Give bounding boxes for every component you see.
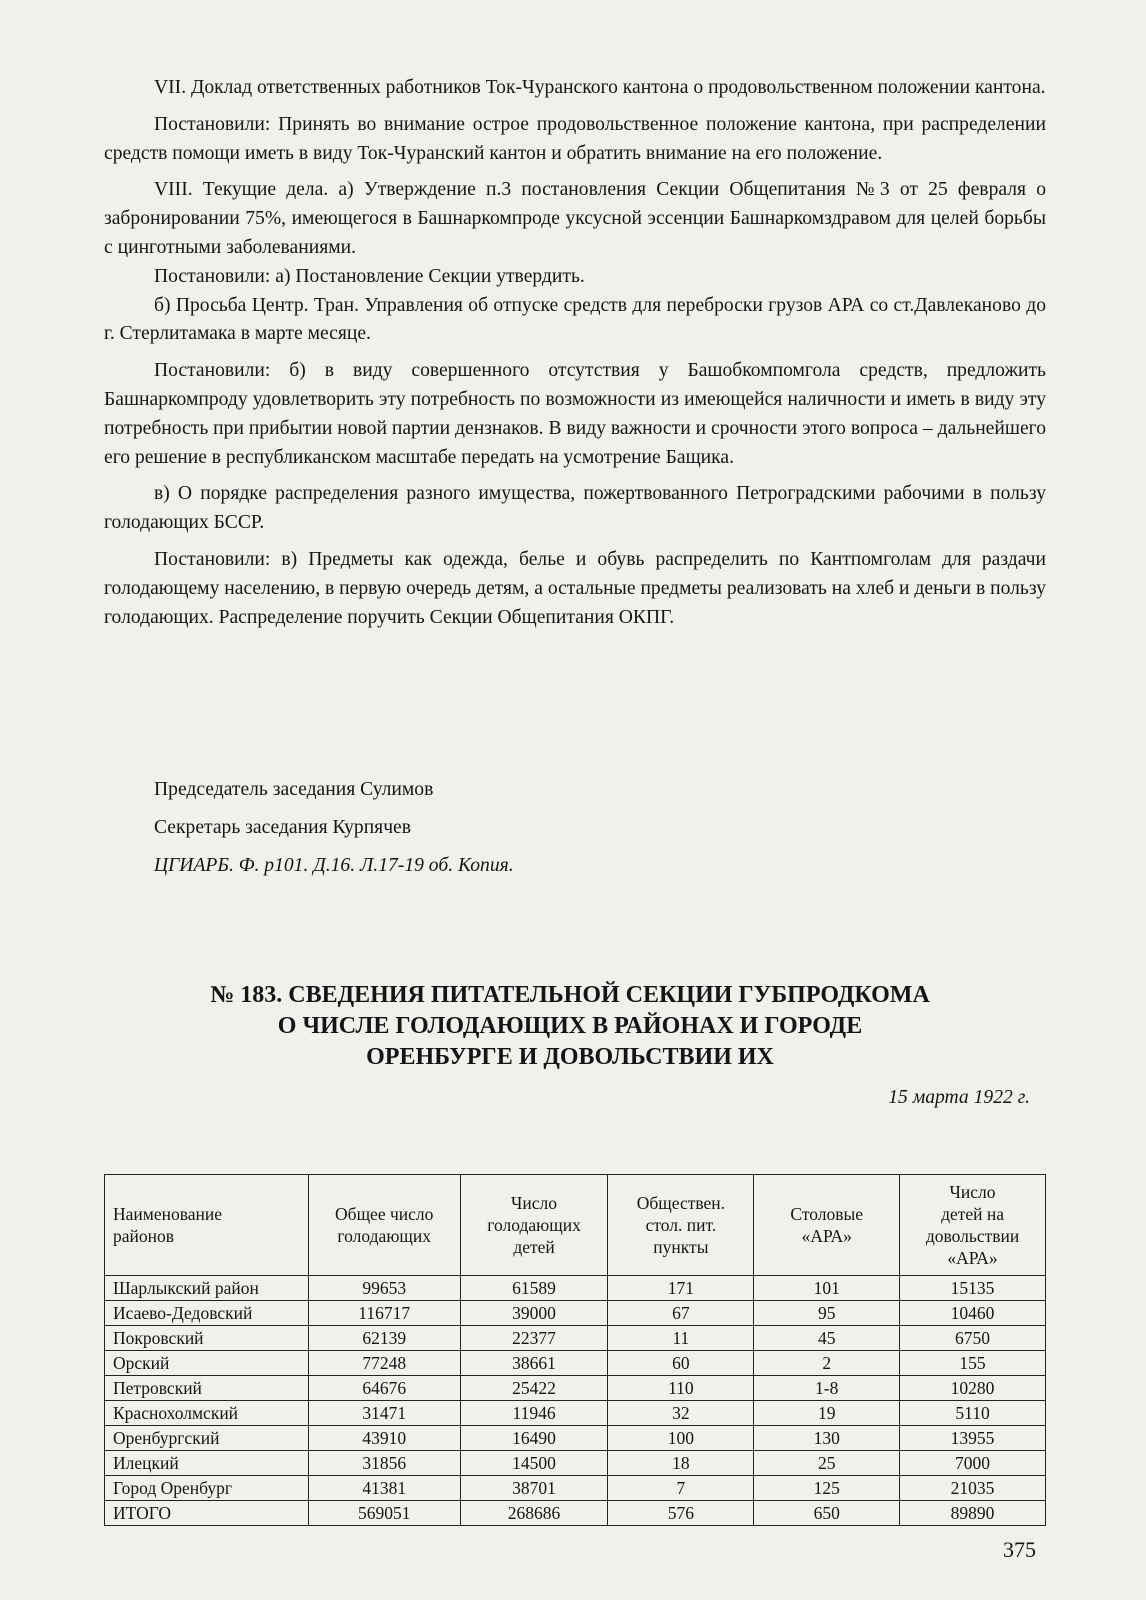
value-cell: 1-8 [754,1376,900,1401]
value-cell: 116717 [308,1301,460,1326]
column-header [608,1175,754,1276]
value-cell: 99653 [308,1276,460,1301]
secretary-line: Секретарь заседания Курпячев [154,817,411,838]
district-name-cell: Краснохолмский [105,1401,309,1426]
value-cell: 569051 [308,1501,460,1526]
column-header [308,1175,460,1276]
value-cell: 19 [754,1401,900,1426]
column-header [900,1175,1046,1276]
district-name-cell: Город Оренбург [105,1476,309,1501]
value-cell: 43910 [308,1426,460,1451]
column-header [460,1175,608,1276]
value-cell: 11 [608,1326,754,1351]
item-8a-resolution: Постановили: а) Постановление Секции утвердить. [154,265,585,287]
value-cell: 41381 [308,1476,460,1501]
value-cell: 38661 [460,1351,608,1376]
page-number: 375 [1003,1537,1036,1562]
value-cell: 77248 [308,1351,460,1376]
value-cell: 38701 [460,1476,608,1501]
table-row [105,1451,1046,1476]
column-header-line: «АРА» [801,1226,852,1246]
value-cell: 60 [608,1351,754,1376]
value-cell: 10280 [900,1376,1046,1401]
signatures [154,776,514,890]
column-header-line: Обществен. [636,1193,726,1213]
value-cell: 171 [608,1276,754,1301]
value-cell: 7 [608,1476,754,1501]
district-name-cell: Орский [105,1351,309,1376]
column-header-line: детей [513,1237,555,1257]
column-header-line: голодающих [337,1226,431,1246]
table-header-row [105,1175,1046,1276]
hunger-statistics-table [104,1174,1046,1526]
value-cell: 31471 [308,1401,460,1426]
item-8-title: VIII. Текущие дела. а) Утверждение п.3 постановления Секции Общепитания №3 от 25 февраля о забронировании 75%, имеющегося в Башнаркомпроде уксусной эссенции Башнаркомздравом для целей борьбы с цинготными заболеваниями. [104,179,1046,258]
meeting-minutes-text [104,74,1046,632]
table-row [105,1376,1046,1401]
document-date: 15 марта 1922 г. [888,1087,1030,1108]
value-cell: 268686 [460,1501,608,1526]
table-row [105,1326,1046,1351]
column-header [754,1175,900,1276]
value-cell: 62139 [308,1326,460,1351]
item-8b-resolution: Постановили: б) в виду совершенного отсутствия у Башобкомпомгола средств, предложить Башнаркомпроду удовлетворить эту потребность по возможности из имеющейся наличности и иметь в виду эту потребность при прибытии новой партии дензнаков. В виду важности и срочности этого вопроса – дальнейшего его решение в республиканском масштабе передать на усмотрение Бащика. [104,360,1046,468]
value-cell: 7000 [900,1451,1046,1476]
document-title [130,980,1010,1073]
value-cell: 155 [900,1351,1046,1376]
value-cell: 5110 [900,1401,1046,1426]
table-row [105,1501,1046,1526]
title-line-2: О ЧИСЛЕ ГОЛОДАЮЩИХ В РАЙОНАХ И ГОРОДЕ [277,1013,863,1039]
column-header-line: стол. пит. [645,1215,717,1235]
column-header-line: Число [949,1182,996,1202]
title-line-3: ОРЕНБУРГЕ И ДОВОЛЬСТВИИ ИХ [366,1044,774,1070]
table-row [105,1276,1046,1301]
value-cell: 2 [754,1351,900,1376]
value-cell: 22377 [460,1326,608,1351]
column-header-line: детей на [941,1204,1005,1224]
table-row [105,1476,1046,1501]
value-cell: 15135 [900,1276,1046,1301]
column-header-line: Столовые [790,1204,864,1224]
district-name-cell: Илецкий [105,1451,309,1476]
district-name-cell: Исаево-Дедовский [105,1301,309,1326]
district-name-cell: Петровский [105,1376,309,1401]
item-7-title: VII. Доклад ответственных работников Ток-Чуранского кантона о продовольственном положении кантона. [154,77,1046,98]
value-cell: 130 [754,1426,900,1451]
chairman-line: Председатель заседания Сулимов [154,779,434,800]
column-header-line: голодающих [487,1215,581,1235]
value-cell: 25422 [460,1376,608,1401]
value-cell: 61589 [460,1276,608,1301]
value-cell: 16490 [460,1426,608,1451]
column-header-line: пункты [653,1237,709,1257]
value-cell: 6750 [900,1326,1046,1351]
table-row [105,1351,1046,1376]
value-cell: 45 [754,1326,900,1351]
district-name-cell: Шарлыкский район [105,1276,309,1301]
item-8b-request: б) Просьба Центр. Тран. Управления об отпуске средств для переброски грузов АРА со ст.Давлеканово до г. Стерлитамака в марте месяце. [104,294,1046,345]
table-row [105,1301,1046,1326]
table-row [105,1401,1046,1426]
district-name-cell: Покровский [105,1326,309,1351]
value-cell: 10460 [900,1301,1046,1326]
value-cell: 31856 [308,1451,460,1476]
column-header-line: «АРА» [947,1248,998,1268]
column-header-line: Число [511,1193,558,1213]
column-header-line: Наименование [113,1204,223,1224]
value-cell: 110 [608,1376,754,1401]
item-7-resolution: Постановили: Принять во внимание острое продовольственное положение кантона, при распределении средств помощи иметь в виду Ток-Чуранский кантон и обратить внимание на его положение. [104,113,1046,164]
item-8c-resolution: Постановили: в) Предметы как одежда, белье и обувь распределить по Кантпомголам для раздачи голодающему населению, в первую очередь детям, а остальные предметы реализовать на хлеб и деньги в пользу голодающих. Распределение поручить Секции Общепитания ОКПГ. [104,548,1046,628]
column-header [105,1175,309,1276]
value-cell: 39000 [460,1301,608,1326]
value-cell: 25 [754,1451,900,1476]
column-header-line: районов [113,1226,175,1246]
value-cell: 100 [608,1426,754,1451]
table-row [105,1426,1046,1451]
value-cell: 125 [754,1476,900,1501]
value-cell: 13955 [900,1426,1046,1451]
table-body [105,1276,1046,1526]
value-cell: 576 [608,1501,754,1526]
value-cell: 64676 [308,1376,460,1401]
value-cell: 650 [754,1501,900,1526]
archive-source: ЦГИАРБ. Ф. р101. Д.16. Л.17-19 об. Копия. [154,855,514,876]
value-cell: 14500 [460,1451,608,1476]
value-cell: 89890 [900,1501,1046,1526]
district-name-cell: Оренбургский [105,1426,309,1451]
item-8c-request: в) О порядке распределения разного имущества, пожертвованного Петроградскими рабочими в пользу голодающих БССР. [104,483,1046,534]
title-line-1: № 183. СВЕДЕНИЯ ПИТАТЕЛЬНОЙ СЕКЦИИ ГУБПРОДКОМА [210,982,930,1008]
value-cell: 21035 [900,1476,1046,1501]
value-cell: 32 [608,1401,754,1426]
column-header-line: довольствии [925,1226,1020,1246]
value-cell: 11946 [460,1401,608,1426]
value-cell: 95 [754,1301,900,1326]
district-name-cell: ИТОГО [105,1501,309,1526]
value-cell: 67 [608,1301,754,1326]
column-header-line: Общее число [335,1204,434,1224]
value-cell: 101 [754,1276,900,1301]
value-cell: 18 [608,1451,754,1476]
